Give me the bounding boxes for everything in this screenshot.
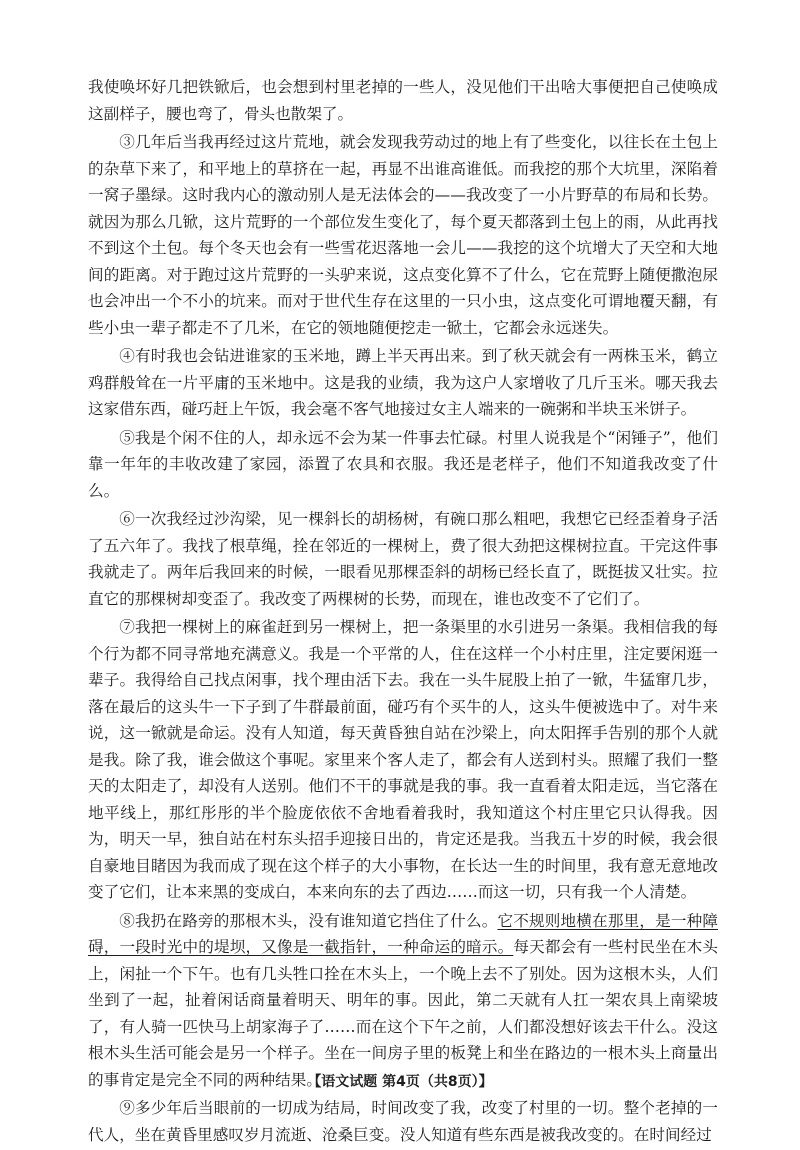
paragraph-8 — [88, 908, 718, 1094]
reading-passage — [88, 74, 718, 1150]
paragraph-9: ⑨多少年后当眼前的一切成为结局，时间改变了我，改变了村里的一切。整个老掉的一代人，坐在黄昏里感叹岁月流逝、沧桑巨变。没人知道有些东西是被我改变的。在时间经过 — [88, 1099, 718, 1144]
paragraph-8-lead: ⑧我扔在路旁的那根木头，没有谁知道它挡住了什么。 — [119, 911, 498, 930]
paragraph-4: ④有时我也会钻进谁家的玉米地，蹲上半天再出来。到了秋天就会有一两株玉米，鹤立鸡群般耸在一片平庸的玉米地中。这是我的业绩，我为这户人家增收了几斤玉米。哪天我去这家借东西，碰巧赶上午饭，我会毫不客气地接过女主人端来的一碗粥和半块玉米饼子。 — [88, 347, 718, 418]
paragraph-5: ⑤我是个闲不住的人，却永远不会为某一件事去忙碌。村里人说我是个“闲锤子”，他们靠一年年的丰收改建了家园，添置了农具和衣服。我还是老样子，他们不知道我改变了什么。 — [88, 428, 718, 500]
paragraph-8-rest: 每天都会有一些村民坐在木头上，闲扯一个下午。也有几头牲口拴在木头上，一个晚上去不了别处。因为这根木头，人们坐到了一起，扯着闲话商量着明天、明年的事。因此，第二天就有人扛一架农具上南梁坡了，有人骑一匹快马上胡家海子了……而在这个下午之前，人们都没想好该去干什么。没这根木头生活可能会是另一个样子。坐在一间房子里的板凳上和坐在路边的一根木头上商量出的事肯定是完全不同的两种结果。 — [88, 938, 718, 1089]
underlined-sentence: 它不规则地横在那里，是一种障碍，一段时光中的堤坝，又像是一截指针，一种命运的暗示。 — [88, 911, 718, 956]
paragraph-3: ③几年后当我再经过这片荒地，就会发现我劳动过的地上有了些变化，以往长在土包上的杂草下来了，和平地上的草挤在一起，再显不出谁高谁低。而我挖的那个大坑里，深陷着一窝子墨绿。这时我内心的激动别人是无法体会的——我改变了一小片野草的布局和长势。就因为那么几锨，这片荒野的一个部位发生变化了，每个夏天都落到土包上的雨，从此再找不到这个土包。每个冬天也会有一些雪花迟落地一会儿——我挖的这个坑增大了天空和大地间的距离。对于跑过这片荒野的一头驴来说，这点变化算不了什么，它在荒野上随便撒泡尿也会冲出一个不小的坑来。而对于世代生存在这里的一只小虫，这点变化可谓地覆天翻，有些小虫一辈子都走不了几米，在它的领地随便挖走一锨土，它都会永远迷失。 — [88, 133, 718, 337]
paragraph-7: ⑦我把一棵树上的麻雀赶到另一棵树上，把一条渠里的水引进另一条渠。我相信我的每个行为都不同寻常地充满意义。我是一个平常的人，住在这样一个小村庄里，注定要闲逛一辈子。我得给自己找点闲事，找个理由活下去。我在一头牛屁股上拍了一锨，牛猛窜几步，落在最后的这头牛一下子到了牛群最前面，碰巧有个买牛的人，这头牛便被选中了。对牛来说，这一锨就是命运。没有人知道，每天黄昏独自站在沙梁上，向太阳挥手告别的那个人就是我。除了我，谁会做这个事呢。家里来个客人走了，都会有人送到村头。照耀了我们一整天的太阳走了，却没有人送别。他们不干的事就是我的事。我一直看着太阳走远，当它落在地平线上，那红彤彤的半个脸庞依依不舍地看着我时，我知道这个村庄里它只认得我。因为，明天一早，独自站在村东头招手迎接日出的，肯定还是我。当我五十岁的时候，我会很自豪地目睹因为我而成了现在这个样子的大小事物，在长达一生的时间里，我有意无意地改变了它们，让本来黑的变成白，本来向东的去了西边……而这一切，只有我一个人清楚。 — [88, 618, 718, 901]
paragraph-6: ⑥一次我经过沙沟梁，见一棵斜长的胡杨树，有碗口那么粗吧，我想它已经歪着身子活了五六年了。我找了根草绳，拴在邻近的一棵树上，费了很大劲把这棵树拉直。干完这件事我就走了。两年后我回来的时候，一眼看见那棵歪斜的胡杨已经长直了，既挺拔又壮实。拉直它的那棵树却变歪了。我改变了两棵树的长势，而现在，谁也改变不了它们了。 — [88, 510, 718, 608]
paragraph-continued: 我使唤坏好几把铁锨后，也会想到村里老掉的一些人，没见他们干出啥大事便把自己使唤成这副样子，腰也弯了，骨头也散架了。 — [88, 78, 718, 123]
page-footer: 【语文试题 第4页（共8页）】 — [307, 1074, 493, 1090]
